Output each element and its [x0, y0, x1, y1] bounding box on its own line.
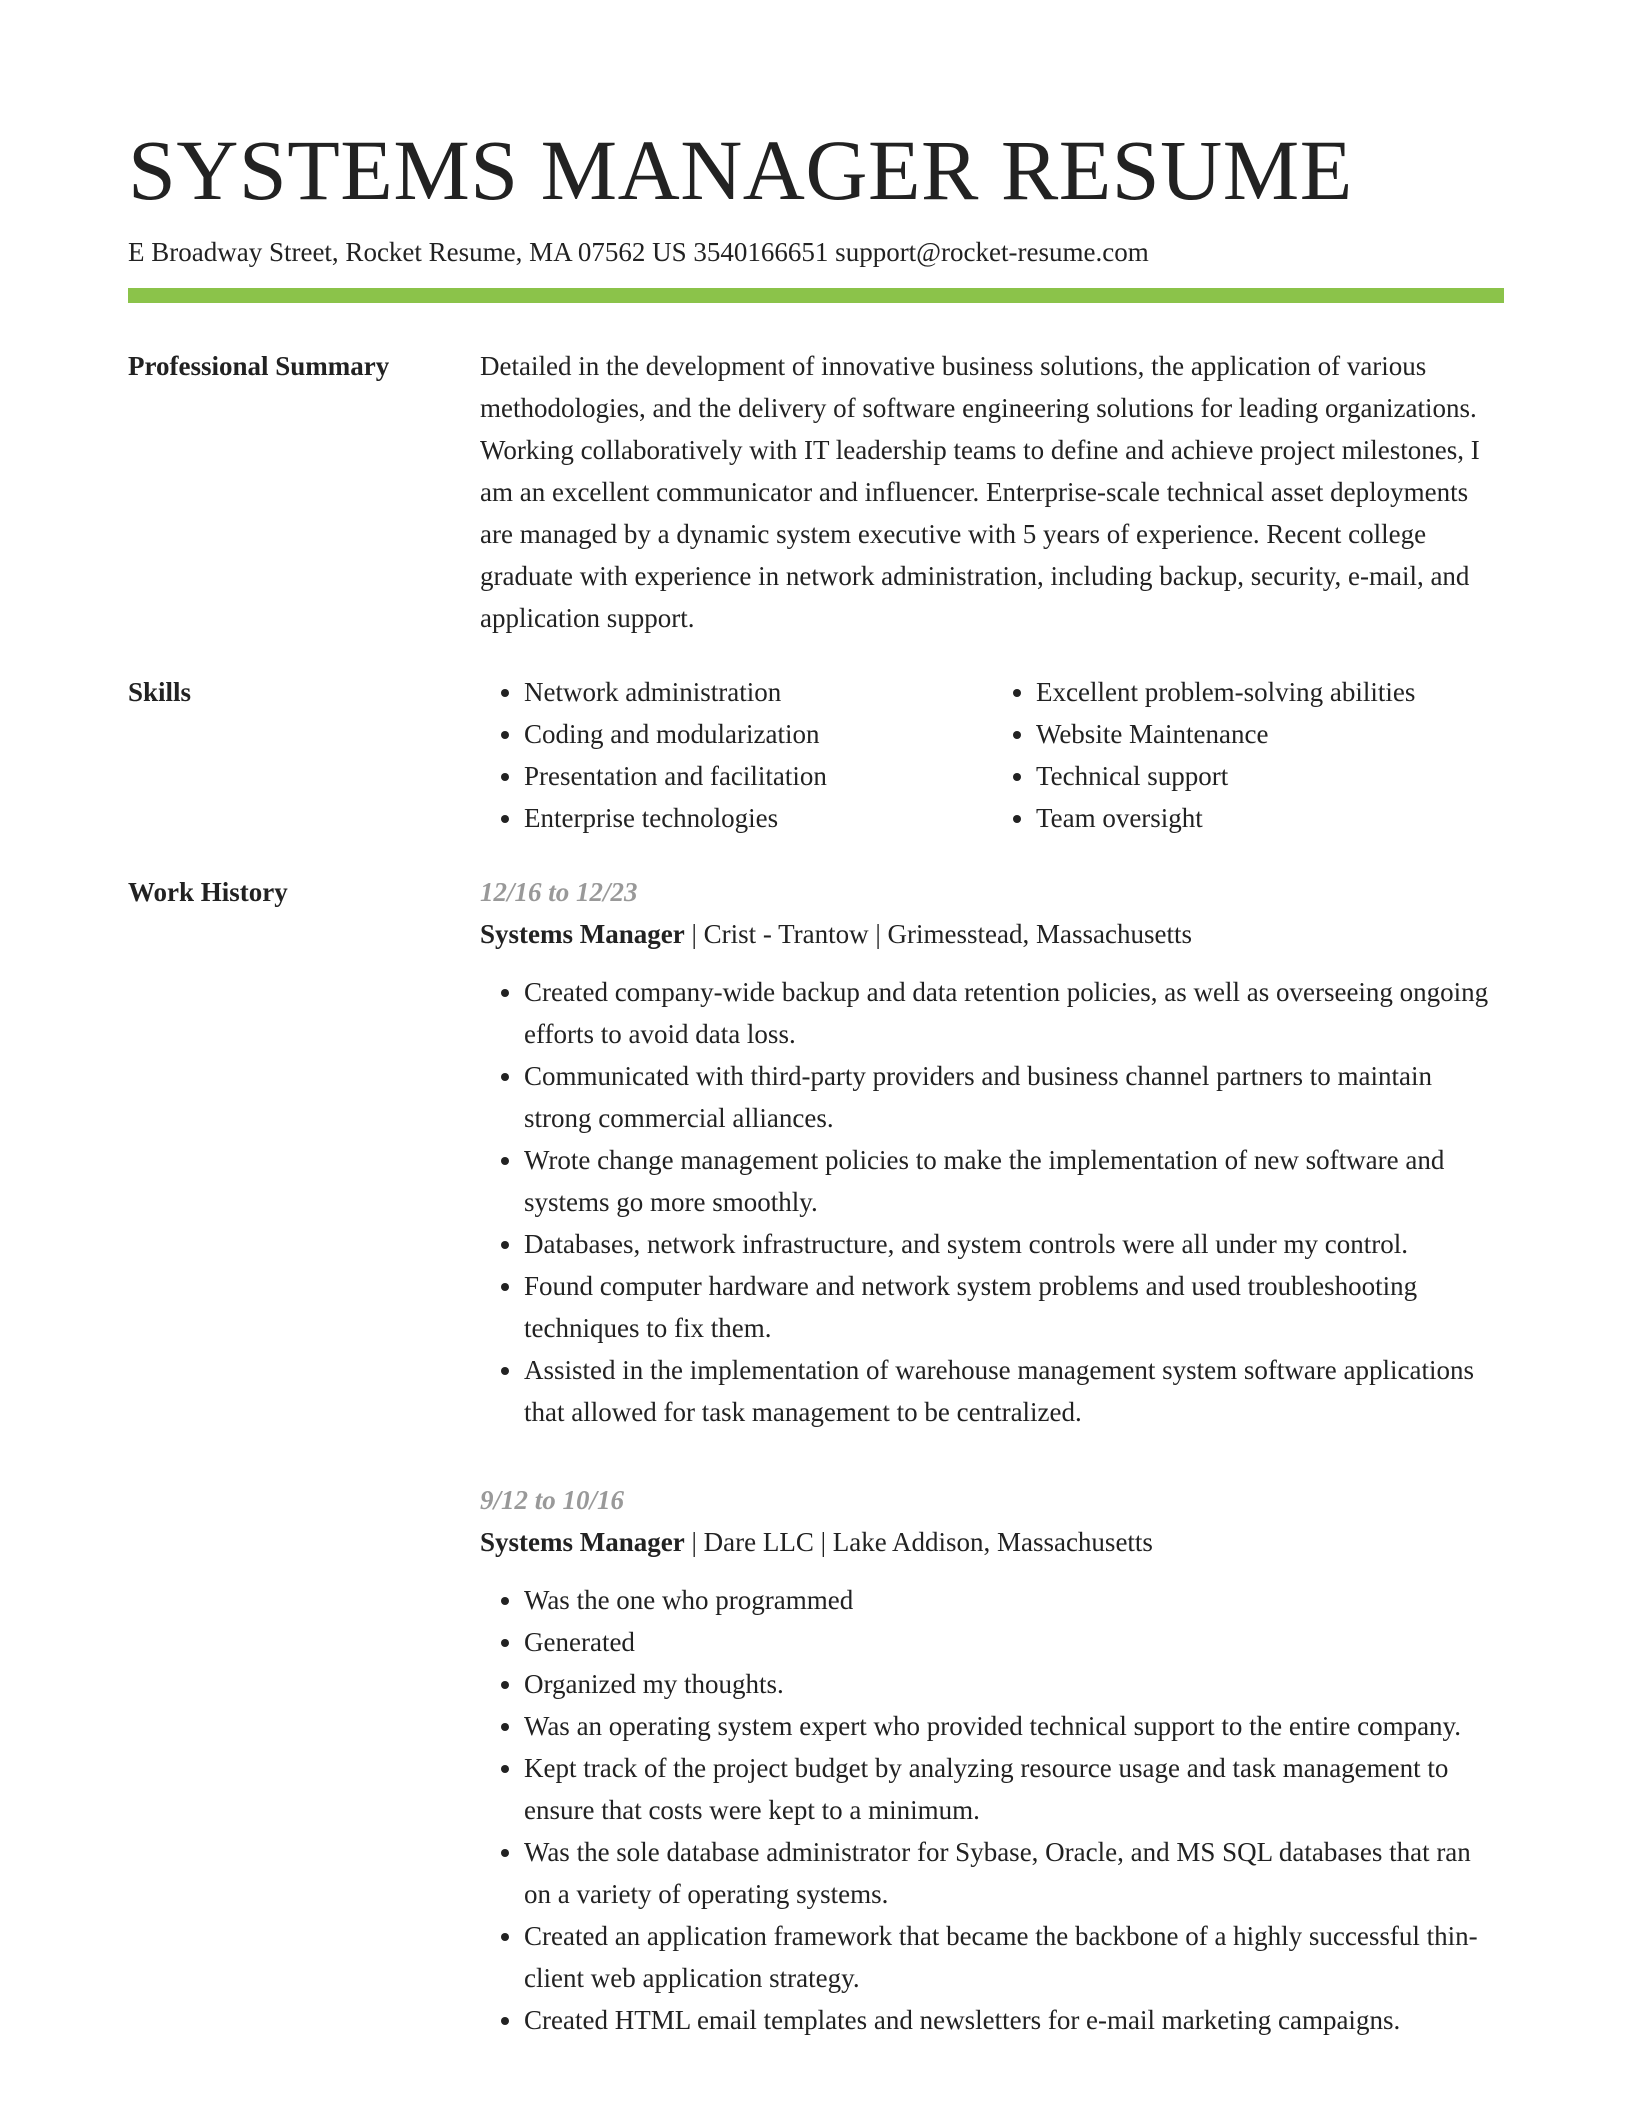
job-dates: 12/16 to 12/23 [480, 877, 638, 907]
job-entry [480, 1479, 1504, 2041]
work-history-section [128, 871, 1504, 2087]
job-bullet: • Generated [524, 1621, 1504, 1663]
job-heading [480, 913, 1504, 955]
skill-item: • Website Maintenance [1036, 713, 1504, 755]
contact-line: E Broadway Street, Rocket Resume, MA 07562 US 3540166651 support@rocket-resume.com [128, 237, 1149, 267]
skill-item: • Coding and modularization [524, 713, 992, 755]
skills-grid [480, 671, 1504, 839]
job-details: | Dare LLC | Lake Addison, Massachusetts [684, 1527, 1153, 1557]
skill-item: • Technical support [1036, 755, 1504, 797]
job-bullet: • Created HTML email templates and newsletters for e-mail marketing campaigns. [524, 1999, 1504, 2041]
work-history-body [480, 871, 1504, 2087]
job-bullet: • Databases, network infrastructure, and system controls were all under my control. [524, 1223, 1504, 1265]
skills-label: Skills [128, 677, 192, 707]
job-bullet: • Was an operating system expert who provided technical support to the entire company. [524, 1705, 1504, 1747]
skill-item: • Enterprise technologies [524, 797, 992, 839]
job-bullet: • Wrote change management policies to make the implementation of new software and systems go more smoothly. [524, 1139, 1504, 1223]
job-bullet-list [480, 1579, 1504, 2041]
skill-item: • Team oversight [1036, 797, 1504, 839]
job-bullet-list [480, 971, 1504, 1433]
job-bullet: • Kept track of the project budget by analyzing resource usage and task management to ensure that costs were kept to a minimum. [524, 1747, 1504, 1831]
skills-section [128, 671, 1504, 839]
job-entry [480, 871, 1504, 1433]
job-bullet: • Created an application framework that became the backbone of a highly successful thin-client web application strategy. [524, 1915, 1504, 1999]
accent-divider [128, 288, 1504, 303]
work-history-label: Work History [128, 877, 288, 907]
summary-label: Professional Summary [128, 351, 390, 381]
summary-text: Detailed in the development of innovative business solutions, the application of various methodologies, and the delivery of software engineering solutions for leading organizations. Working collaboratively with IT leadership teams to define and achieve project milestones, I am an excellent communicator and influencer. Enterprise-scale technical asset deployments are managed by a dynamic system executive with 5 years of experience. Recent college graduate with experience in network administration, including backup, security, e-mail, and application support. [480, 351, 1480, 633]
job-details: | Crist - Trantow | Grimesstead, Massachusetts [684, 919, 1192, 949]
job-heading [480, 1521, 1504, 1563]
job-bullet: • Was the sole database administrator for Sybase, Oracle, and MS SQL databases that ran on a variety of operating systems. [524, 1831, 1504, 1915]
job-bullet: • Created company-wide backup and data retention policies, as well as overseeing ongoing efforts to avoid data loss. [524, 971, 1504, 1055]
job-bullet: • Assisted in the implementation of warehouse management system software applications that allowed for task management to be centralized. [524, 1349, 1504, 1433]
job-bullet: • Found computer hardware and network system problems and used troubleshooting techniques to fix them. [524, 1265, 1504, 1349]
job-title: Systems Manager [480, 1527, 685, 1557]
job-bullet: • Communicated with third-party providers and business channel partners to maintain strong commercial alliances. [524, 1055, 1504, 1139]
summary-section [128, 345, 1504, 639]
skill-item: • Presentation and facilitation [524, 755, 992, 797]
job-bullet: • Was the one who programmed [524, 1579, 1504, 1621]
skill-item: • Network administration [524, 671, 992, 713]
job-bullet: • Organized my thoughts. [524, 1663, 1504, 1705]
job-title: Systems Manager [480, 919, 685, 949]
skill-item: • Excellent problem-solving abilities [1036, 671, 1504, 713]
skills-list-left [480, 671, 992, 839]
skills-list-right [992, 671, 1504, 839]
skills-body [480, 671, 1504, 839]
job-dates: 9/12 to 10/16 [480, 1485, 625, 1515]
resume-title: SYSTEMS MANAGER RESUME [128, 122, 1353, 218]
